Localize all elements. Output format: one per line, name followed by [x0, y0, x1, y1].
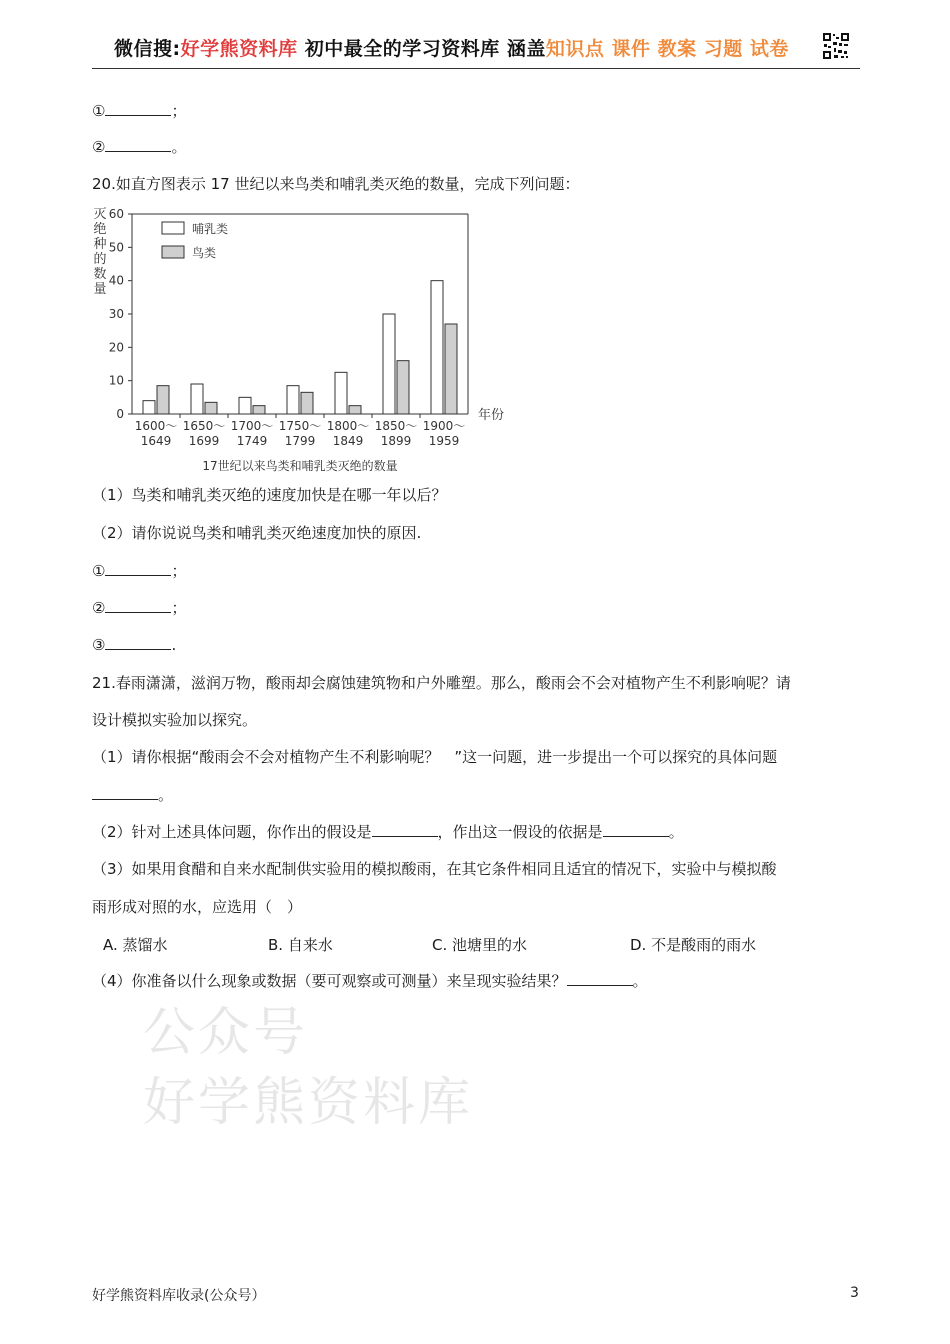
bar-bird — [445, 324, 457, 414]
q21-sub4 — [92, 971, 648, 991]
punctuation: ； — [171, 599, 187, 617]
x-axis-label: 年份 — [478, 408, 505, 423]
option-d[interactable]: D. 不是酸雨的雨水 — [630, 936, 757, 954]
x-tick-label-top: 1750～ — [278, 419, 322, 433]
header-label: 微信搜: — [114, 38, 181, 60]
y-axis-label-char: 绝 — [93, 222, 107, 237]
answer-line-prev-1 — [92, 101, 186, 121]
answer-blank[interactable] — [372, 822, 438, 837]
qr-code-icon — [822, 32, 850, 60]
q20-sub1: （1）鸟类和哺乳类灭绝的速度加快是在哪一年以后？ — [92, 486, 447, 504]
chart-title: 17世纪以来鸟类和哺乳类灭绝的数量 — [202, 459, 398, 473]
answer-blank[interactable] — [105, 137, 171, 152]
x-tick-label-top: 1700～ — [230, 419, 274, 433]
answer-blank[interactable] — [105, 561, 171, 576]
q21-sub1-line2 — [92, 785, 173, 805]
legend-swatch-bird — [162, 246, 184, 258]
watermark-line2: 好学熊资料库 — [143, 1073, 474, 1133]
q21-sub3-line2: 雨形成对照的水，应选用（ ） — [92, 898, 303, 916]
circled-number: ① — [92, 102, 106, 120]
bar-mammal — [287, 386, 299, 414]
bar-mammal — [431, 281, 443, 414]
q21-sub2-text-b: ，作出这一假设的依据是 — [437, 823, 603, 841]
x-tick-label-bottom: 1699 — [188, 434, 220, 448]
y-tick-label: 10 — [108, 373, 124, 388]
bar-bird — [253, 406, 265, 414]
circled-number: ② — [92, 599, 106, 617]
x-tick-label-top: 1800～ — [326, 419, 370, 433]
header-brand: 好学熊资料库 — [180, 38, 298, 60]
punctuation: ； — [171, 102, 187, 120]
bar-bird — [205, 402, 217, 414]
extinction-bar-chart — [90, 200, 520, 480]
x-tick-label-top: 1650～ — [182, 419, 226, 433]
x-tick-label-top: 1600～ — [134, 419, 178, 433]
q21-stem-line1: 21.春雨潇潇，滋润万物，酸雨却会腐蚀建筑物和户外雕塑。那么，酸雨会不会对植物产生不利影响呢？请 — [92, 674, 791, 692]
bar-mammal — [143, 401, 155, 414]
watermark-line1: 公众号 — [143, 1003, 309, 1063]
answer-blank[interactable] — [105, 598, 171, 613]
punctuation: 。 — [668, 823, 684, 841]
bar-mammal — [335, 372, 347, 414]
bar-bird — [157, 386, 169, 414]
y-tick-label: 60 — [108, 207, 124, 221]
header-text — [114, 34, 789, 61]
option-b[interactable]: B. 自来水 — [268, 936, 333, 954]
option-c[interactable]: C. 池塘里的水 — [432, 936, 528, 954]
x-tick-label-bottom: 1849 — [332, 434, 364, 448]
answer-blank[interactable] — [105, 635, 171, 650]
punctuation: 。 — [158, 786, 174, 804]
y-axis-label-char: 种 — [93, 237, 107, 252]
q20-answer-line-3 — [92, 635, 176, 655]
q21-stem-line2: 设计模拟实验加以探究。 — [92, 711, 258, 729]
punctuation: 。 — [171, 138, 187, 156]
bar-mammal — [383, 314, 395, 414]
answer-blank[interactable] — [105, 101, 171, 116]
legend-label-bird: 鸟类 — [192, 246, 217, 260]
answer-blank[interactable] — [567, 971, 633, 986]
bar-mammal — [239, 397, 251, 414]
x-tick-label-top: 1850～ — [374, 419, 418, 433]
x-tick-label-top: 1900～ — [422, 419, 466, 433]
circled-number: ③ — [92, 636, 106, 654]
y-tick-label: 50 — [108, 240, 124, 255]
bar-bird — [397, 361, 409, 414]
header-topics: 知识点 课件 教案 习题 试卷 — [545, 38, 789, 60]
q21-sub2 — [92, 822, 684, 842]
x-tick-label-bottom: 1749 — [236, 434, 268, 448]
y-axis-label — [93, 207, 106, 297]
q21-sub3-line1: （3）如果用食醋和自来水配制供实验用的模拟酸雨，在其它条件相同且适宜的情况下，实验中与模拟酸 — [92, 860, 777, 878]
option-a[interactable]: A. 蒸馏水 — [103, 936, 168, 954]
x-tick-label-bottom: 1899 — [380, 434, 412, 448]
circled-number: ② — [92, 138, 106, 156]
x-tick-label-bottom: 1649 — [140, 434, 172, 448]
q20-answer-line-2 — [92, 598, 186, 618]
q20-answer-line-1 — [92, 561, 186, 581]
punctuation: . — [171, 636, 177, 654]
y-axis-label-char: 的 — [93, 252, 107, 267]
answer-blank[interactable] — [603, 822, 669, 837]
x-tick-label-bottom: 1799 — [284, 434, 316, 448]
y-tick-label: 40 — [108, 273, 124, 288]
bar-bird — [301, 392, 313, 414]
circled-number: ① — [92, 562, 106, 580]
y-tick-label: 20 — [108, 340, 124, 355]
header-slogan: 初中最全的学习资料库 涵盖 — [297, 38, 546, 60]
q21-sub2-text-a: （2）针对上述具体问题，你作出的假设是 — [92, 823, 372, 841]
q20-stem: 20.如直方图表示 17 世纪以来鸟类和哺乳类灭绝的数量，完成下列问题： — [92, 175, 580, 193]
page-number: 3 — [850, 1285, 859, 1301]
punctuation: ； — [171, 562, 187, 580]
y-axis-label-char: 数 — [93, 267, 107, 282]
punctuation: 。 — [632, 972, 648, 990]
bar-bird — [349, 406, 361, 414]
legend-swatch-mammal — [162, 222, 184, 234]
bar-mammal — [191, 384, 203, 414]
page-header — [92, 30, 860, 69]
answer-blank[interactable] — [92, 785, 158, 800]
y-tick-label: 0 — [116, 407, 124, 421]
q21-sub1-line1: （1）请你根据“酸雨会不会对植物产生不利影响呢？ ”这一问题，进一步提出一个可以探究的具体问题 — [92, 748, 778, 766]
legend-label-mammal: 哺乳类 — [192, 222, 229, 236]
answer-line-prev-2 — [92, 137, 186, 157]
x-tick-label-bottom: 1959 — [428, 434, 460, 448]
y-axis-label-char: 灭 — [93, 207, 107, 222]
y-axis-label-char: 量 — [93, 282, 107, 297]
y-tick-label: 30 — [108, 307, 124, 321]
q20-sub2: （2）请你说说鸟类和哺乳类灭绝速度加快的原因. — [92, 524, 422, 542]
legend — [162, 221, 228, 260]
q21-sub4-text: （4）你准备以什么现象或数据（要可观察或可测量）来呈现实验结果？ — [92, 972, 567, 990]
footer-source: 好学熊资料库收录(公众号） — [92, 1288, 266, 1304]
